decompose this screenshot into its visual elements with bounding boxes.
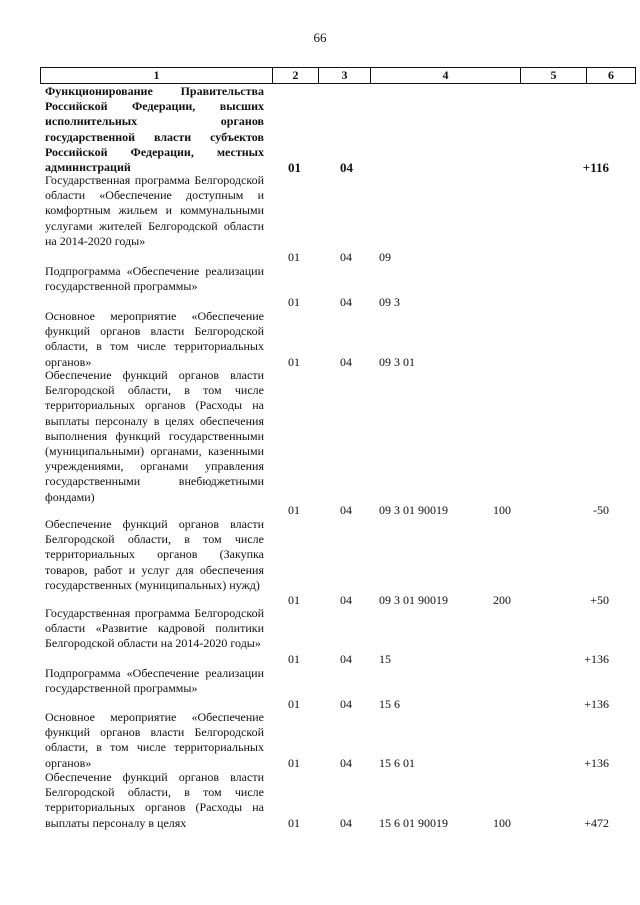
expense-type-code: 200 [493,593,511,607]
header-col-5: 5 [521,68,587,84]
target-article-code: 09 3 01 [379,355,415,369]
page-number: 66 [313,30,327,45]
header-col-3: 3 [319,68,371,84]
expense-type-code: 100 [493,816,511,830]
row-description: Государственная программа Белгородской области «Развитие кадровой политики Белгородской области на 2014-2020 годы» [45,606,264,651]
amount: +116 [582,160,609,175]
section-code: 01 [288,816,300,830]
amount: -50 [593,503,609,517]
section-code: 01 [288,160,301,175]
subsection-code: 04 [340,756,352,770]
subsection-code: 04 [340,160,353,175]
section-code: 01 [288,756,300,770]
subsection-code: 04 [340,295,352,309]
section-code: 01 [288,355,300,369]
amount: +50 [590,593,609,607]
amount: +472 [584,816,609,830]
section-code: 01 [288,295,300,309]
header-col-6: 6 [587,68,636,84]
expense-type-code: 100 [493,503,511,517]
header-col-1: 1 [41,68,273,84]
subsection-code: 04 [340,593,352,607]
header-col-2: 2 [273,68,319,84]
row-description: Основное мероприятие «Обеспечение функций органов власти Белгородской области, в том числе территориальных органов» [45,710,264,770]
header-col-4: 4 [371,68,521,84]
subsection-code: 04 [340,697,352,711]
target-article-code: 15 6 01 90019 [379,816,448,830]
row-description: Основное мероприятие «Обеспечение функций органов власти Белгородской области, в том числе территориальных органов» [45,309,264,369]
subsection-code: 04 [340,652,352,666]
subsection-code: 04 [340,816,352,830]
column-header-table [40,67,636,84]
section-code: 01 [288,697,300,711]
section-code: 01 [288,250,300,264]
row-description: Обеспечение функций органов власти Белгородской области, в том числе территориальных органов (Закупка товаров, работ и услуг для обеспечения государственных (муниципальных) нужд) [45,517,264,592]
row-description: Подпрограмма «Обеспечение реализации государственной программы» [45,666,264,696]
row-description: Функционирование Правительства Российской Федерации, высших исполнительных органов государственной власти субъектов Российской Федерации, местных администраций [45,84,264,175]
amount: +136 [584,652,609,666]
target-article-code: 09 3 [379,295,400,309]
row-description: Обеспечение функций органов власти Белгородской области, в том числе территориальных органов (Расходы на выплаты персоналу в целях [45,770,264,830]
row-description: Государственная программа Белгородской области «Обеспечение доступным и комфортным жильем и коммунальными услугами жителей Белгородской области на 2014-2020 годы» [45,173,264,248]
subsection-code: 04 [340,503,352,517]
row-description: Обеспечение функций органов власти Белгородской области, в том числе территориальных органов (Расходы на выплаты персоналу в целях обеспечения выполнения функций государственными (муниципальными) органами, казенными учреждениями, органами управления государственными внебюджетными фондами) [45,368,264,504]
target-article-code: 15 6 01 [379,756,415,770]
row-description: Подпрограмма «Обеспечение реализации государственной программы» [45,264,264,294]
target-article-code: 09 3 01 90019 [379,503,448,517]
target-article-code: 09 [379,250,391,264]
target-article-code: 15 [379,652,391,666]
section-code: 01 [288,503,300,517]
target-article-code: 09 3 01 90019 [379,593,448,607]
section-code: 01 [288,593,300,607]
subsection-code: 04 [340,250,352,264]
target-article-code: 15 6 [379,697,400,711]
amount: +136 [584,697,609,711]
amount: +136 [584,756,609,770]
section-code: 01 [288,652,300,666]
subsection-code: 04 [340,355,352,369]
